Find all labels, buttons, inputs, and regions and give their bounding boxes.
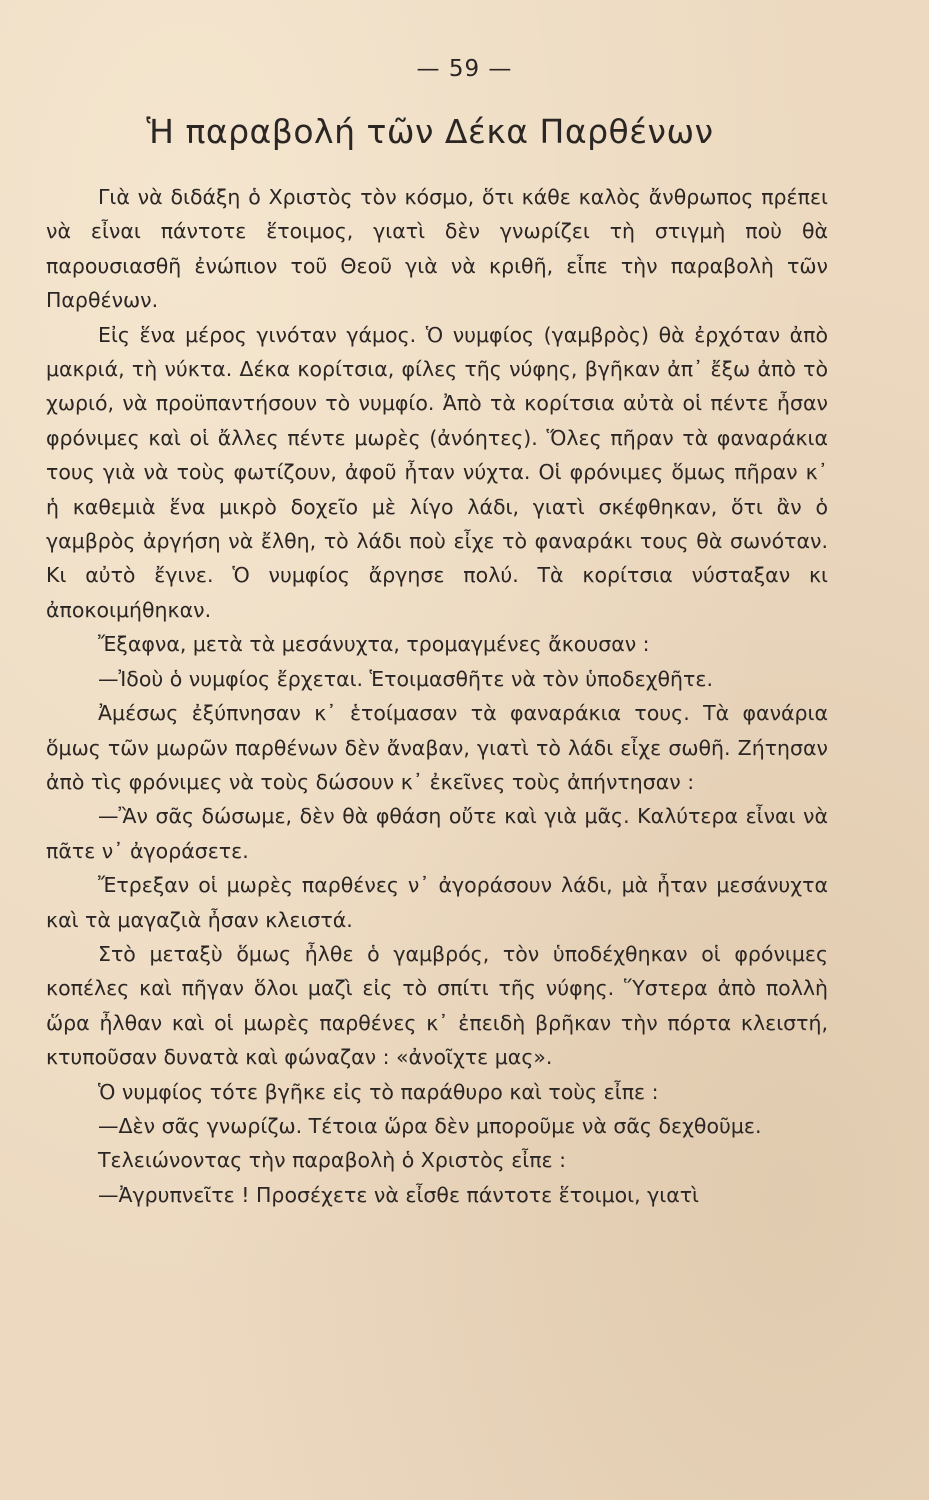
paragraph-9: Ὁ νυμφίος τότε βγῆκε εἰς τὸ παράθυρο καὶ τοὺς εἶπε : (98, 1079, 659, 1104)
paragraph-12: —Ἀγρυπνεῖτε ! Προσέχετε νὰ εἶσθε πάντοτε ἕτοιμοι, γιατὶ (98, 1182, 699, 1207)
paragraph-2: Εἰς ἕνα μέρος γινόταν γάμος. Ὁ νυμφίος (γαμβρὸς) θὰ ἐρχόταν ἀπὸ μακριά, τὴ νύκτα. Δέκα κορίτσια, φίλες τῆς νύφης, βγῆκαν ἀπ᾽ ἔξω ἀπὸ τὸ χωριό, νὰ προϋπαντήσουν τὸ νυμφίο. Ἀπὸ τὰ κορίτσια αὐτὰ οἱ πέντε ἦσαν φρόνιμες καὶ οἱ ἄλλες πέντε μωρὲς (ἀνόητες). Ὅλες πῆραν τὰ φαναράκια τους γιὰ νὰ τοὺς φωτίζουν, ἀφοῦ ἦταν νύχτα. Οἱ φρόνιμες ὅμως πῆραν κ᾽ ἡ καθεμιὰ ἕνα μικρὸ δοχεῖο μὲ λίγο λάδι, γιατὶ σκέφθηκαν, ὅτι ἂν ὁ γαμβρὸς ἀργήση νὰ ἔλθη, τὸ λάδι ποὺ εἶχε τὸ φαναράκι τους θὰ σωνόταν. Κι αὐτὸ ἔγινε. Ὁ νυμφίος ἄργησε πολύ. Τὰ κορίτσια νύσταξαν κι ἀποκοιμήθηκαν. (46, 322, 828, 622)
paragraph-3: Ἔξαφνα, μετὰ τὰ μεσάνυχτα, τρομαγμένες ἄκουσαν : (98, 632, 650, 657)
paragraph-5: Ἀμέσως ἐξύπνησαν κ᾽ ἑτοίμασαν τὰ φαναράκια τους. Τὰ φανάρια ὅμως τῶν μωρῶν παρθένων δὲν ἄναβαν, γιατὶ τὸ λάδι εἶχε σωθῆ. Ζήτησαν ἀπὸ τὶς φρόνιμες νὰ τοὺς δώσουν κ᾽ ἐκεῖνες τοὺς ἀπήντησαν : (46, 701, 828, 794)
body-text (46, 180, 828, 1212)
paragraph-1: Γιὰ νὰ διδάξη ὁ Χριστὸς τὸν κόσμο, ὅτι κάθε καλὸς ἄνθρωπος πρέπει νὰ εἶναι πάντοτε ἕτοιμος, γιατὶ δὲν γνωρίζει τὴ στιγμὴ ποὺ θὰ παρουσιασθῆ ἐνώπιον τοῦ Θεοῦ γιὰ νὰ κριθῆ, εἶπε τὴν παραβολὴ τῶν Παρθένων. (46, 185, 828, 313)
page-number: — 59 — (416, 56, 513, 82)
paragraph-7: Ἔτρεξαν οἱ μωρὲς παρθένες ν᾽ ἀγοράσουν λάδι, μὰ ἦταν μεσάνυχτα καὶ τὰ μαγαζιὰ ἦσαν κλειστά. (46, 873, 828, 932)
paragraph-8: Στὸ μεταξὺ ὅμως ἦλθε ὁ γαμβρός, τὸν ὑποδέχθηκαν οἱ φρόνιμες κοπέλες καὶ πῆγαν ὅλοι μαζὶ εἰς τὸ σπίτι τῆς νύφης. Ὕστερα ἀπὸ πολλὴ ὥρα ἦλθαν καὶ οἱ μωρὲς παρθένες κ᾽ ἐπειδὴ βρῆκαν τὴν πόρτα κλειστή, κτυποῦσαν δυνατὰ καὶ φώναζαν : «ἀνοῖχτε μας». (46, 941, 828, 1070)
paragraph-11: Τελειώνοντας τὴν παραβολὴ ὁ Χριστὸς εἶπε : (98, 1148, 567, 1173)
chapter-title: Ἡ παραβολή τῶν Δέκα Παρθένων (146, 112, 714, 151)
paragraph-6: —Ἂν σᾶς δώσωμε, δὲν θὰ φθάση οὔτε καὶ γιὰ μᾶς. Καλύτερα εἶναι νὰ πᾶτε ν᾽ ἀγοράσετε. (46, 804, 828, 863)
paragraph-10: —Δὲν σᾶς γνωρίζω. Τέτοια ὥρα δὲν μποροῦμε νὰ σᾶς δεχθοῦμε. (98, 1113, 762, 1138)
paragraph-4: —Ἰδοὺ ὁ νυμφίος ἔρχεται. Ἑτοιμασθῆτε νὰ τὸν ὑποδεχθῆτε. (98, 666, 713, 691)
